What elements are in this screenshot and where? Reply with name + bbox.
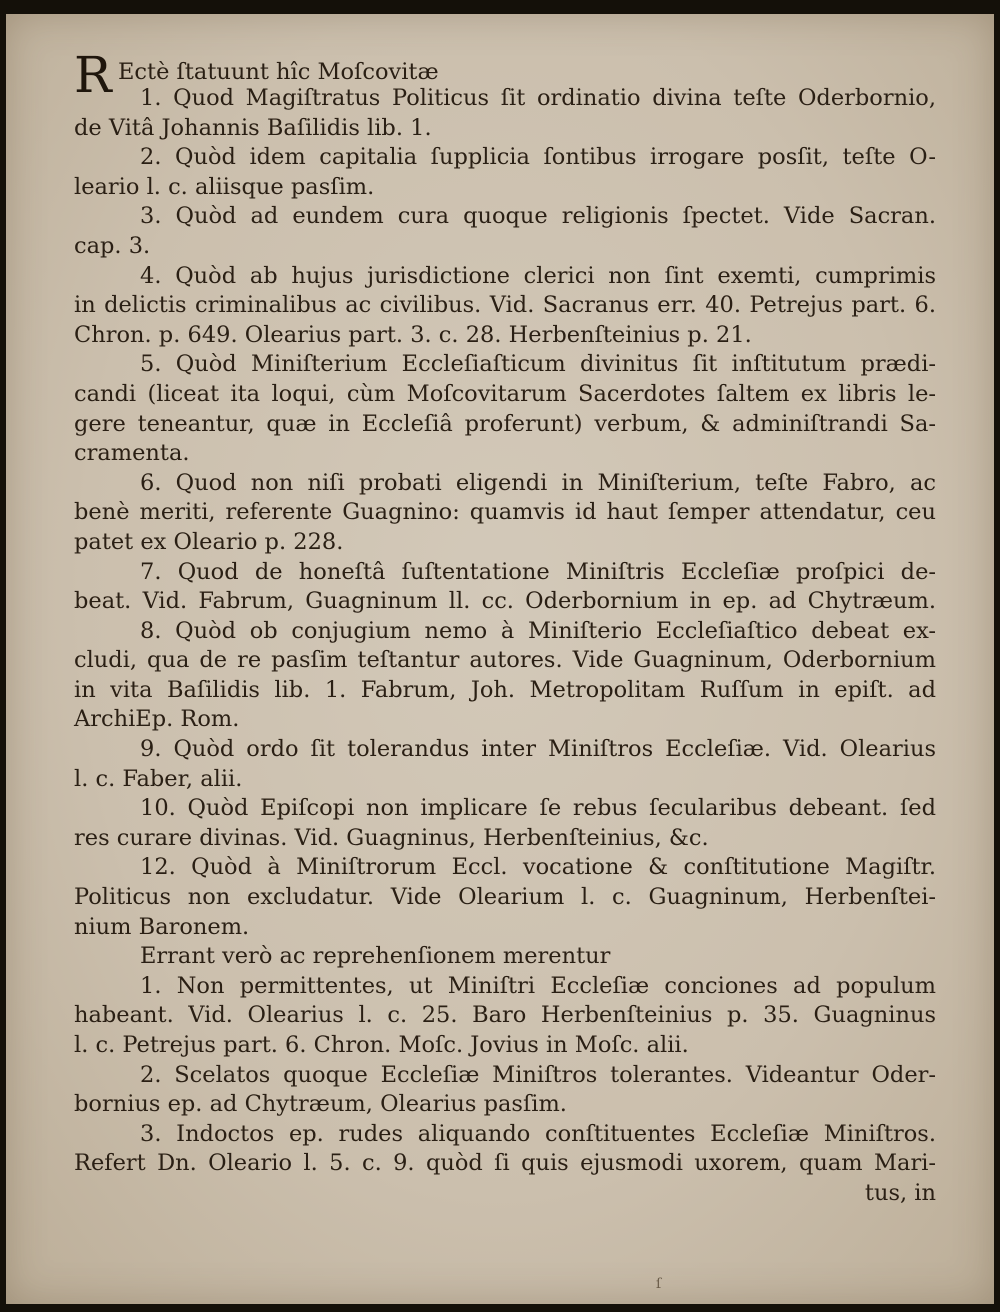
- text-line: l. c. Faber, alii.: [74, 765, 243, 792]
- text-line: 5. Quòd Miniſterium Eccleſiaſticum divinitus ſit inſtitutum prædi-: [140, 351, 936, 378]
- footer-mark: ſ: [656, 1276, 662, 1292]
- text-line: 6. Quod non niſi probati eligendi in Miniſterium, teſte Fabro, ac: [140, 469, 936, 496]
- text-line: 3. Quòd ad eundem cura quoque religionis ſpectet. Vide Sacran.: [140, 203, 936, 230]
- text-line: leario l. c. aliisque pasſim.: [74, 173, 375, 200]
- document-page: [6, 14, 994, 1304]
- drop-cap: R: [74, 46, 112, 104]
- text-line: habeant. Vid. Olearius l. c. 25. Baro Herbenſteinius p. 35. Guagninus: [74, 1002, 936, 1029]
- section-heading: Errant verò ac reprehenſionem merentur: [140, 943, 611, 970]
- text-line: 2. Scelatos quoque Eccleſiæ Miniſtros tolerantes. Videantur Oder-: [140, 1061, 936, 1088]
- text-line: cludi, qua de re pasſim teſtantur autores. Vide Guagninum, Oderbornium: [74, 647, 936, 674]
- text-line: Ectè ſtatuunt hîc Moſcovitæ: [118, 59, 439, 85]
- text-line: Chron. p. 649. Olearius part. 3. c. 28. Herbenſteinius p. 21.: [74, 321, 752, 348]
- text-line: Refert Dn. Oleario l. 5. c. 9. quòd ſi quis ejusmodi uxorem, quam Mari-: [74, 1150, 936, 1177]
- text-line: 7. Quod de honeſtâ ſuſtentatione Miniſtris Eccleſiæ proſpici de-: [140, 558, 936, 585]
- catchword: tus, in: [864, 1179, 936, 1206]
- text-line: 1. Non permittentes, ut Miniſtri Eccleſiæ conciones ad populum: [140, 972, 936, 999]
- text-line: ArchiEp. Rom.: [74, 706, 240, 733]
- text-line: cap. 3.: [74, 232, 151, 259]
- text-line: beat. Vid. Fabrum, Guagninum ll. cc. Oderbornium in ep. ad Chytræum.: [74, 588, 936, 615]
- page-text: [74, 46, 936, 1209]
- text-line: in vita Baſilidis lib. 1. Fabrum, Joh. Metropolitam Ruſſum in epiſt. ad: [74, 676, 936, 703]
- text-line: 12. Quòd à Miniſtrorum Eccl. vocatione & conſtitutione Magiſtr.: [140, 854, 936, 881]
- text-line: 8. Quòd ob conjugium nemo à Miniſterio Eccleſiaſtico debeat ex-: [140, 617, 936, 644]
- text-line: nium Baronem.: [74, 913, 250, 940]
- text-line: 9. Quòd ordo ſit tolerandus inter Miniſtros Eccleſiæ. Vid. Olearius: [140, 736, 936, 763]
- text-line: res curare divinas. Vid. Guagninus, Herbenſteinius, &c.: [74, 824, 709, 851]
- text-line: cramenta.: [74, 440, 190, 467]
- text-line: 4. Quòd ab hujus jurisdictione clerici non ſint exemti, cumprimis: [140, 262, 936, 289]
- text-line: Politicus non excludatur. Vide Olearium l. c. Guagninum, Herbenſtei-: [74, 884, 936, 911]
- text-line: 3. Indoctos ep. rudes aliquando conſtituentes Eccleſiæ Miniſtros.: [140, 1120, 936, 1147]
- text-line: l. c. Petrejus part. 6. Chron. Moſc. Jovius in Moſc. alii.: [74, 1032, 689, 1058]
- text-line: de Vitâ Johannis Baſilidis lib. 1.: [74, 114, 432, 141]
- text-line: in delictis criminalibus ac civilibus. Vid. Sacranus err. 40. Petrejus part. 6.: [74, 292, 936, 319]
- text-line: gere teneantur, quæ in Eccleſiâ proferunt) verbum, & adminiſtrandi Sa-: [74, 410, 936, 437]
- text-line: patet ex Oleario p. 228.: [74, 528, 344, 555]
- text-line: benè meriti, referente Guagnino: quamvis id haut ſemper attendatur, ceu: [74, 499, 936, 526]
- text-line: bornius ep. ad Chytræum, Olearius pasſim.: [74, 1091, 567, 1118]
- text-line: 1. Quod Magiſtratus Politicus ſit ordinatio divina teſte Oderbornio,: [140, 85, 936, 111]
- text-line: 10. Quòd Epiſcopi non implicare ſe rebus ſecularibus debeant. ſed: [140, 795, 936, 822]
- text-line: 2. Quòd idem capitalia ſupplicia ſontibus irrogare posſit, teſte O-: [140, 144, 936, 171]
- text-line: candi (liceat ita loqui, cùm Moſcovitarum Sacerdotes ſaltem ex libris le-: [74, 380, 936, 407]
